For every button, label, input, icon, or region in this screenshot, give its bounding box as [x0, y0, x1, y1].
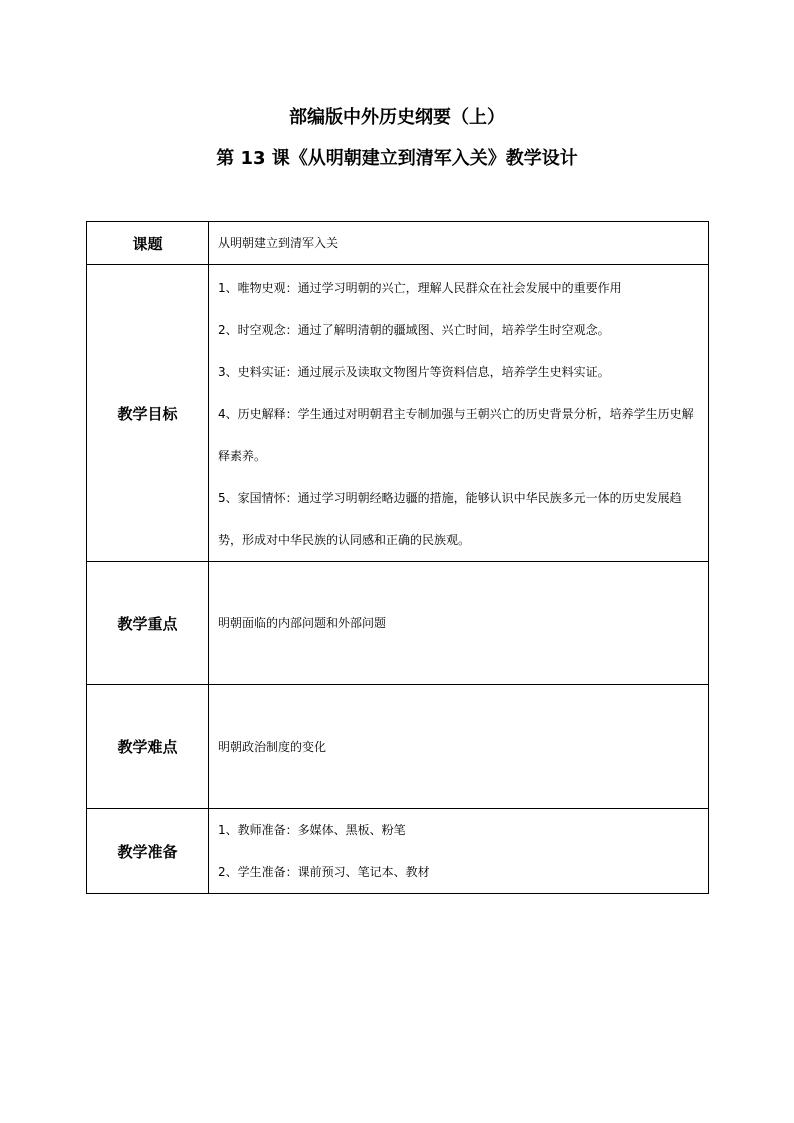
key-points-value: 明朝面临的内部问题和外部问题 [209, 562, 709, 685]
goal-item: 4、历史解释：学生通过对明朝君主专制加强与王朝兴亡的历史背景分析，培养学生历史解释素养。 [218, 407, 694, 463]
topic-value: 从明朝建立到清军入关 [209, 222, 709, 265]
goals-content [209, 265, 709, 562]
table-row-key-points [87, 562, 709, 685]
goal-item: 1、唯物史观：通过学习明朝的兴亡，理解人民群众在社会发展中的重要作用 [218, 281, 622, 295]
table-row-goals [87, 265, 709, 562]
difficult-points-value: 明朝政治制度的变化 [209, 685, 709, 809]
preparation-content [209, 809, 709, 894]
lesson-title: 第 13 课《从明朝建立到清军入关》教学设计 [216, 148, 578, 169]
topic-label: 课题 [87, 222, 209, 265]
difficult-points-label: 教学难点 [87, 685, 209, 809]
goal-item: 3、史料实证：通过展示及读取文物图片等资料信息，培养学生史料实证。 [218, 365, 610, 379]
lesson-plan-table [86, 221, 709, 894]
table-row-difficult-points [87, 685, 709, 809]
preparation-label: 教学准备 [87, 809, 209, 894]
document-title: 部编版中外历史纲要（上） [289, 107, 505, 128]
goals-label: 教学目标 [87, 265, 209, 562]
goal-item: 5、家国情怀：通过学习明朝经略边疆的措施，能够认识中华民族多元一体的历史发展趋势，形成对中华民族的认同感和正确的民族观。 [218, 491, 682, 547]
preparation-item: 2、学生准备：课前预习、笔记本、教材 [218, 865, 430, 879]
preparation-item: 1、教师准备：多媒体、黑板、粉笔 [218, 823, 406, 837]
goal-item: 2、时空观念：通过了解明清朝的疆域图、兴亡时间，培养学生时空观念。 [218, 323, 610, 337]
table-row-preparation [87, 809, 709, 894]
key-points-label: 教学重点 [87, 562, 209, 685]
table-row-topic [87, 222, 709, 265]
